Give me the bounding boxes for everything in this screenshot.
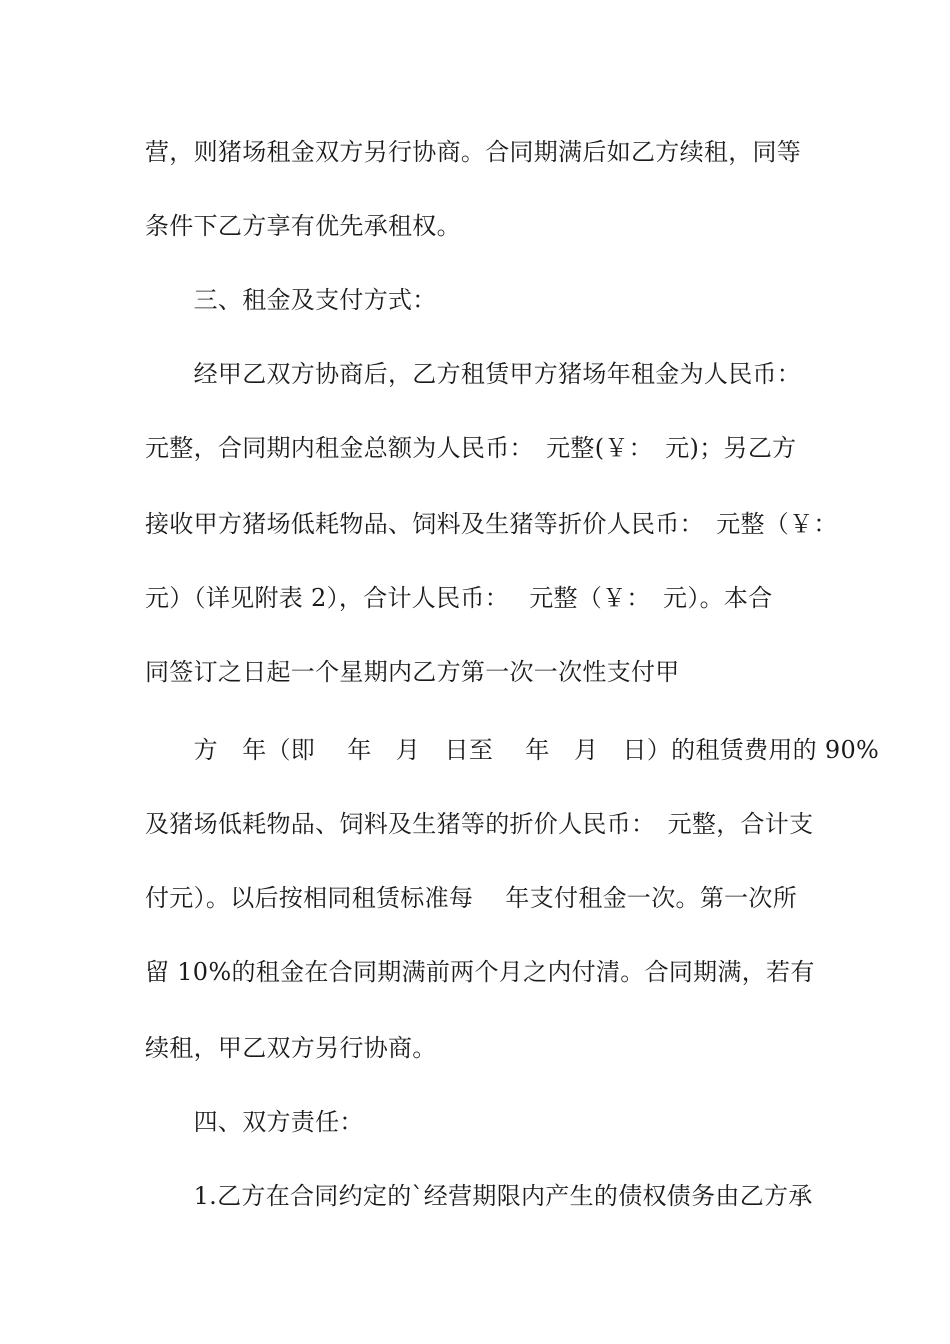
body-line: 接收甲方猪场低耗物品、饲料及生猪等折价人民币： 元整（￥：	[145, 510, 838, 538]
body-line: 元整，合同期内租金总额为人民币： 元整(￥： 元)；另乙方	[145, 434, 797, 462]
body-line: 营，则猪场租金双方另行协商。合同期满后如乙方续租，同等	[145, 138, 802, 166]
body-line: 元）（详见附表 2），合计人民币： 元整（￥： 元）。本合	[145, 584, 773, 612]
body-line: 付元）。以后按相同租赁标准每 年支付租金一次。第一次所	[145, 884, 798, 912]
body-line: 经甲乙双方协商后，乙方租赁甲方猪场年租金为人民币：	[145, 360, 802, 388]
body-line: 1.乙方在合同约定的`经营期限内产生的债权债务由乙方承	[145, 1182, 813, 1210]
section-heading-responsibilities: 四、双方责任：	[145, 1108, 364, 1136]
body-line: 同签订之日起一个星期内乙方第一次一次性支付甲	[145, 658, 680, 686]
body-line: 方 年（即 年 月 日至 年 月 日）的租赁费用的 90%	[145, 736, 880, 764]
body-line: 续租，甲乙双方另行协商。	[145, 1034, 437, 1062]
body-line: 条件下乙方享有优先承租权。	[145, 212, 461, 240]
body-line: 留 10%的租金在合同期满前两个月之内付清。合同期满，若有	[145, 958, 815, 986]
body-line: 及猪场低耗物品、饲料及生猪等的折价人民币： 元整，合计支	[145, 810, 814, 838]
section-heading-rent-payment: 三、租金及支付方式：	[145, 286, 437, 314]
